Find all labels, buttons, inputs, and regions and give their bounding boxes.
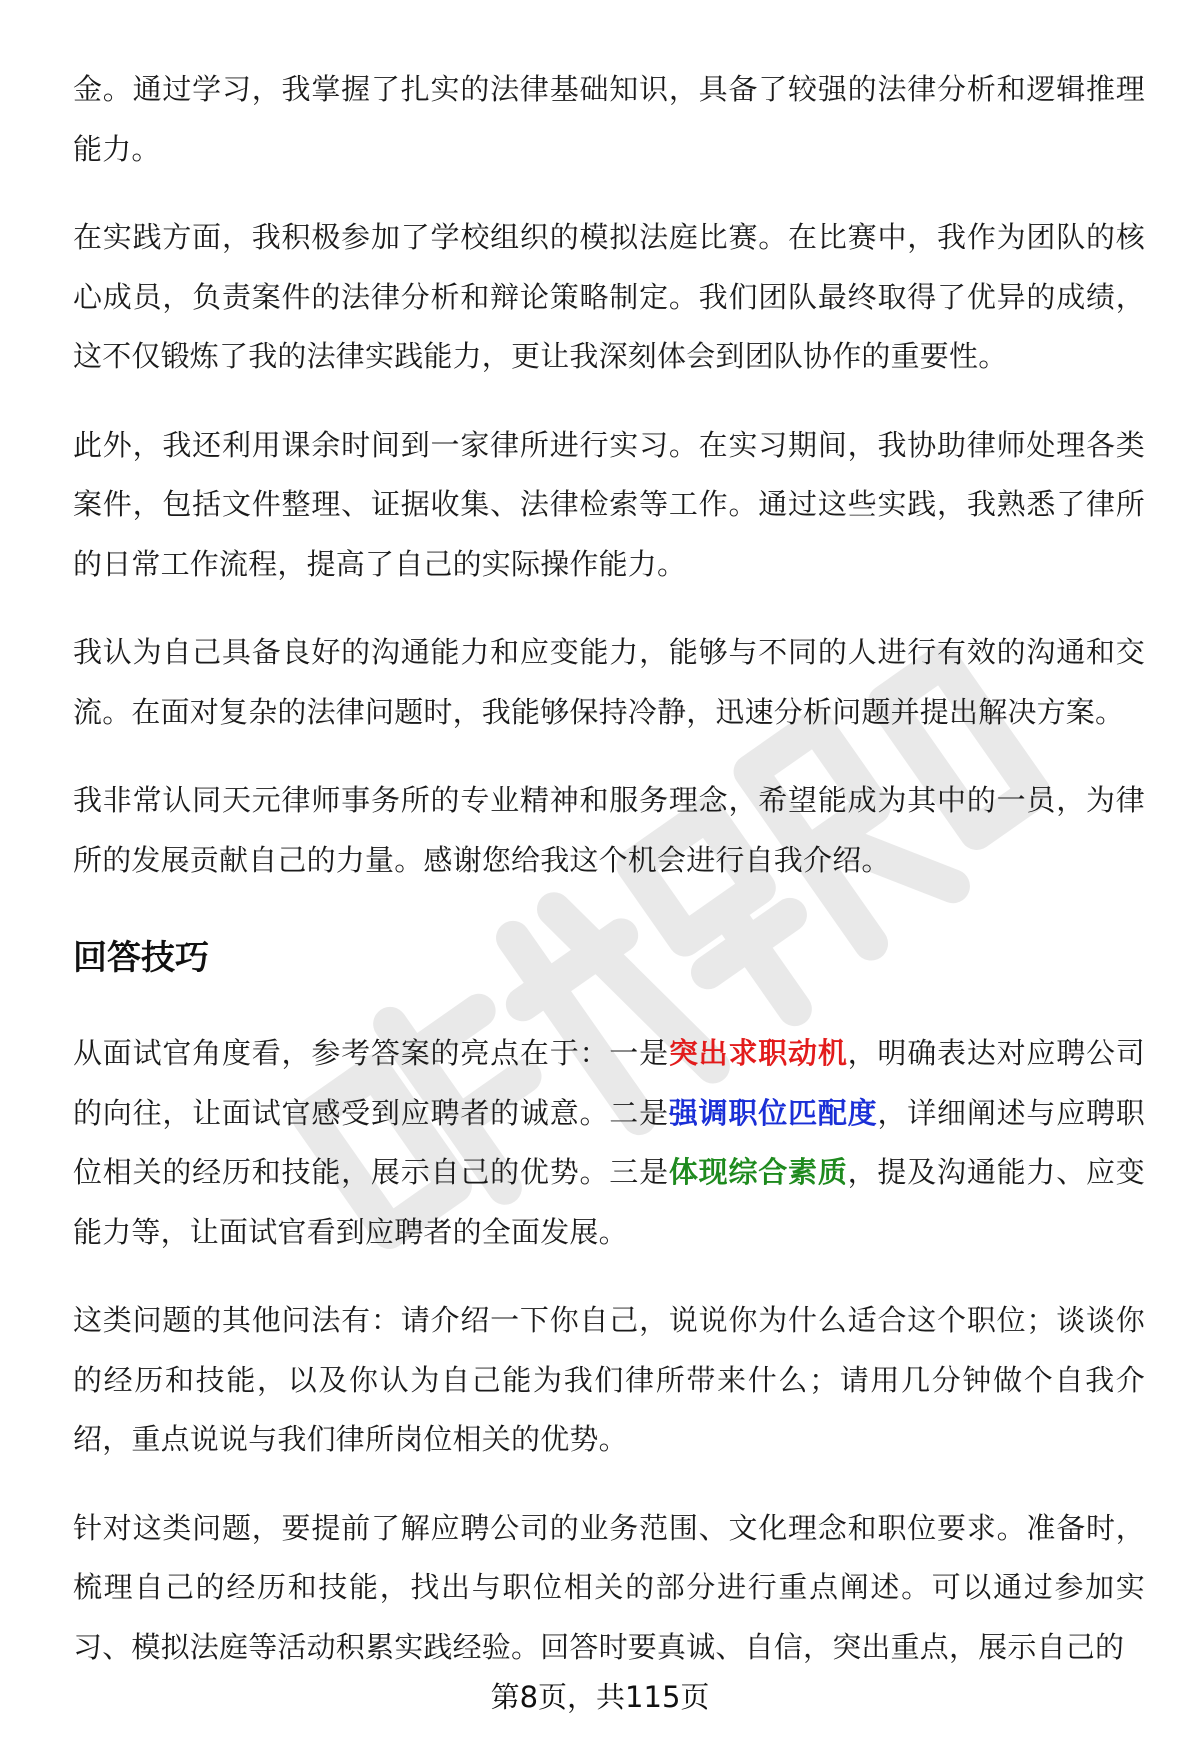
paragraph-7: 这类问题的其他问法有：请介绍一下你自己，说说你为什么适合这个职位；谈谈你的经历和技能，以及你认为自己能为我们律所带来什么；请用几分钟做个自我介绍，重点说说与我们律所岗位相关的优势。 xyxy=(73,1303,1145,1456)
paragraph-6-text-1: 从面试官角度看，参考答案的亮点在于：一是 xyxy=(73,1036,669,1070)
page-number: 第8页，共115页 xyxy=(490,1680,710,1714)
highlight-motivation: 突出求职动机 xyxy=(668,1036,848,1070)
paragraph-4: 我认为自己具备良好的沟通能力和应变能力，能够与不同的人进行有效的沟通和交流。在面对复杂的法律问题时，我能够保持冷静，迅速分析问题并提出解决方案。 xyxy=(73,635,1145,729)
paragraph-6-text-3: ，详细阐述与应聘职位相关的经历和技能，展示自己的优势。三是 xyxy=(73,1095,1145,1189)
paragraph-5: 我非常认同天元律师事务所的专业精神和服务理念，希望能成为其中的一员，为律所的发展贡献自己的力量。感谢您给我这个机会进行自我介绍。 xyxy=(73,783,1145,877)
highlight-position-match: 强调职位匹配度 xyxy=(668,1095,878,1130)
paragraph-3: 此外，我还利用课余时间到一家律所进行实习。在实习期间，我协助律师处理各类案件，包括文件整理、证据收集、法律检索等工作。通过这些实践，我熟悉了律所的日常工作流程，提高了自己的实际操作能力。 xyxy=(73,427,1145,581)
paragraph-1: 金。通过学习，我掌握了扎实的法律基础知识，具备了较强的法律分析和逻辑推理能力。 xyxy=(73,72,1145,166)
paragraph-6-text-4: ，提及沟通能力、应变能力等，让面试官看到应聘者的全面发展。 xyxy=(73,1155,1145,1249)
paragraph-6-text-2: ，明确表达对应聘公司的向往，让面试官感受到应聘者的诚意。二是 xyxy=(73,1036,1145,1130)
section-heading: 回答技巧 xyxy=(73,938,209,978)
paragraph-6 xyxy=(73,1024,1145,1262)
highlight-overall-quality: 体现综合素质 xyxy=(668,1155,848,1189)
paragraph-2: 在实践方面，我积极参加了学校组织的模拟法庭比赛。在比赛中，我作为团队的核心成员，负责案件的法律分析和辩论策略制定。我们团队最终取得了优异的成绩，这不仅锻炼了我的法律实践能力，更让我深刻体会到团队协作的重要性。 xyxy=(73,220,1145,373)
document-body xyxy=(73,60,1145,1677)
paragraph-8: 针对这类问题，要提前了解应聘公司的业务范围、文化理念和职位要求。准备时，梳理自己的经历和技能，找出与职位相关的部分进行重点阐述。可以通过参加实习、模拟法庭等活动积累实践经验。回答时要真诚、自信，突出重点，展示自己的 xyxy=(73,1510,1145,1664)
